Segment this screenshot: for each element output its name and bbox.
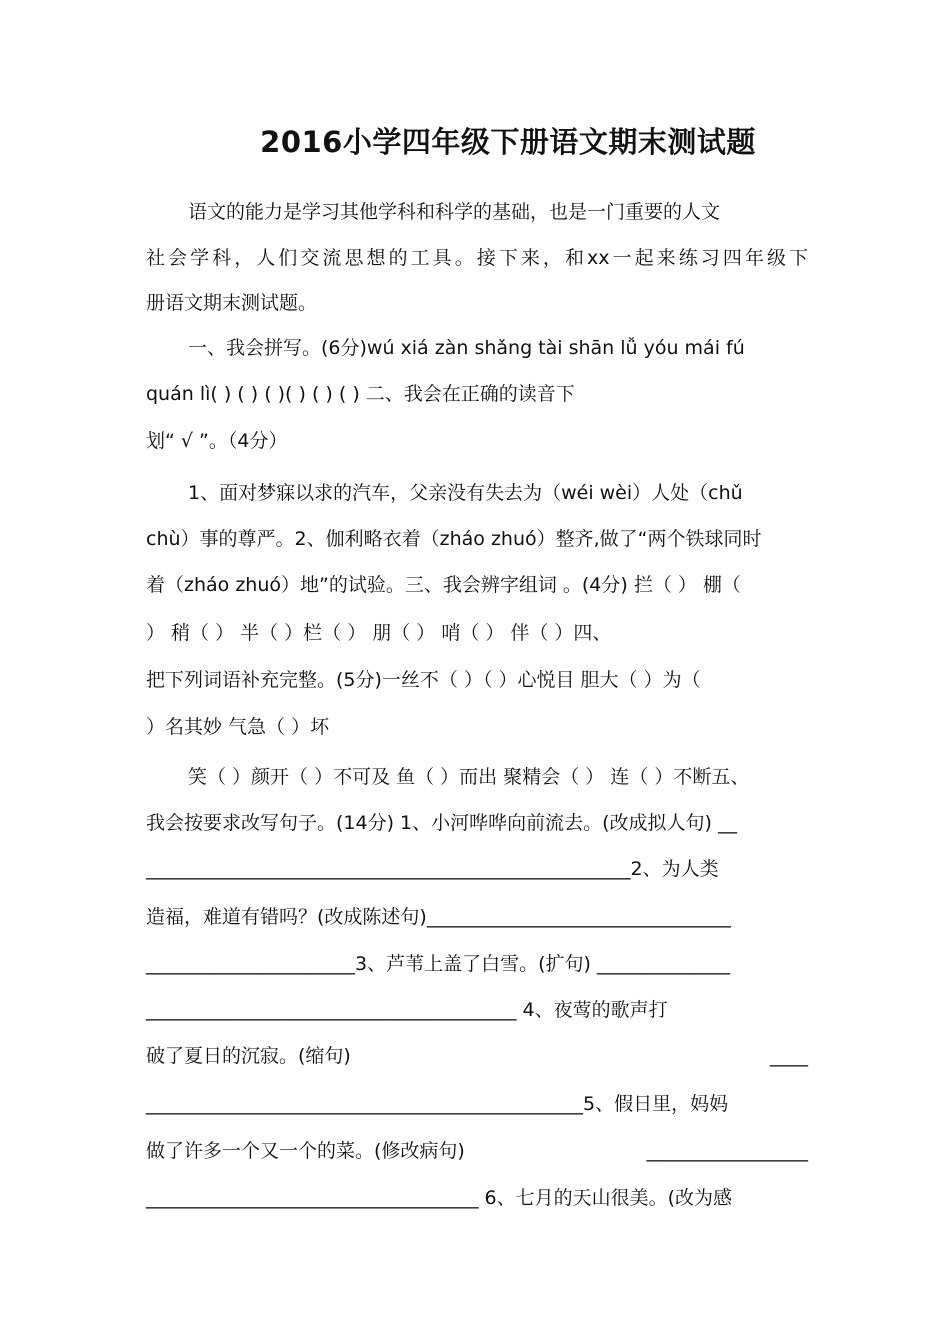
paragraph-line: ______________________________________________5、假日里，妈妈 [146,1093,729,1115]
answer-blank: ____ [770,1045,808,1067]
paragraph-line: chù）事的尊严。2、伽利略衣着（zháo zhuó）整齐,做了“两个铁球同时 [146,528,762,550]
paragraph-line: 一、我会拼写。(6分)wú xiá zàn shǎng tài shān lǚ yóu mái fú [188,337,745,359]
paragraph-line: 破了夏日的沉寂。(缩句) [146,1045,351,1067]
paragraph-line: 我会按要求改写句子。(14分) 1、小河哗哗向前流去。(改成拟人句) __ [146,812,737,834]
paragraph-line: 划“ √ ”。（4分） [146,430,288,452]
paragraph-line: quán lì( ) ( ) ( )( ) ( ) ( ) 二、我会在正确的读音下 [146,383,575,405]
paragraph-line: ______________________3、芦苇上盖了白雪。(扩句) ______________ [146,953,730,975]
paragraph-line: ）名其妙 气急（ ）坏 [146,716,330,738]
paragraph-line: 1、面对梦寐以求的汽车，父亲没有失去为（wéi wèi）人处（chǔ [188,482,743,504]
paragraph-line: 语文的能力是学习其他学科和科学的基础，也是一门重要的人文 [188,201,721,223]
page-title: 2016小学四年级下册语文期末测试题 [260,125,756,159]
paragraph-line: 社会学科，人们交流思想的工具。接下来，和xx一起来练习四年级下 [146,247,808,269]
paragraph-line: 把下列词语补充完整。(5分)一丝不（ ）（ ）心悦目 胆大（ ）为（ [146,669,701,691]
paragraph-line: _______________________________________ 4、夜莺的歌声打 [146,999,668,1021]
paragraph-line: ___________________________________________________2、为人类 [146,858,719,880]
paragraph-line: 着（zháo zhuó）地”的试验。三、我会辨字组词 。(4分) 拦（ ） 棚（ [146,574,741,596]
paragraph-line: ） 稍（ ） 半（ ）栏（ ） 朋（ ） 哨（ ） 伴（ ）四、 [146,622,612,644]
paragraph-line: 笑（ ）颜开（ ）不可及 鱼（ ）而出 聚精会（ ） 连（ ）不断五、 [188,766,750,788]
answer-blank: _________________ [646,1140,808,1162]
paragraph-line: 册语文期末测试题。 [146,292,318,314]
paragraph-line: 造福，难道有错吗？(改成陈述句)________________________________ [146,906,731,928]
paragraph-line: ___________________________________ 6、七月的天山很美。(改为感 [146,1187,733,1209]
paragraph-line: 做了许多一个又一个的菜。(修改病句) [146,1140,465,1162]
